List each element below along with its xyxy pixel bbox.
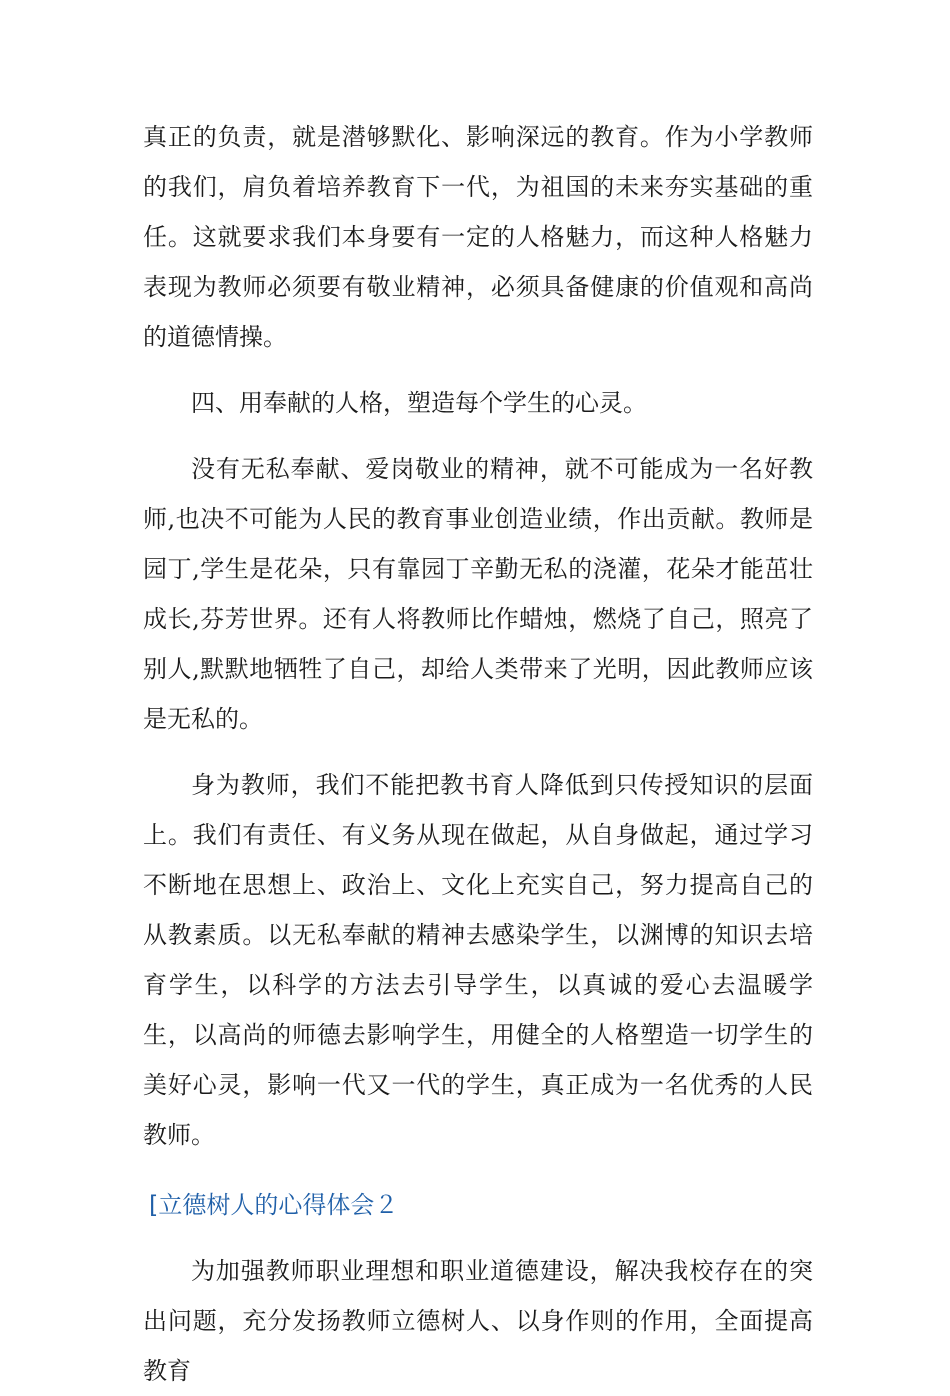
paragraph-dedication: 没有无私奉献、爱岗敬业的精神，就不可能成为一名好教师,也决不可能为人民的教育事业创造业绩，作出贡献。教师是园丁,学生是花朵，只有靠园丁辛勤无私的浇灌，花朵才能茁壮成长,芬芳世界。还有人将教师比作蜡烛，燃烧了自己，照亮了别人,默默地牺牲了自己，却给人类带来了光明，因此教师应该是无私的。 (143, 455, 813, 733)
document-body (143, 112, 813, 1396)
section-item-four: 四、用奉献的人格，塑造每个学生的心灵。 (191, 389, 647, 417)
section-heading: [立德树人的心得体会２ (149, 1191, 399, 1219)
paragraph-responsibility: 真正的负责，就是潜够默化、影响深远的教育。作为小学教师的我们，肩负着培养教育下一代，为祖国的未来夯实基础的重任。这就要求我们本身要有一定的人格魅力，而这种人格魅力表现为教师必须要有敬业精神，必须具备健康的价值观和高尚的道德情操。 (143, 123, 813, 351)
paragraph-intro-2: 为加强教师职业理想和职业道德建设，解决我校存在的突出问题，充分发扬教师立德树人、以身作则的作用，全面提高教育 (143, 1257, 813, 1385)
paragraph-teacher-duty: 身为教师，我们不能把教书育人降低到只传授知识的层面上。我们有责任、有义务从现在做起，从自身做起，通过学习不断地在思想上、政治上、文化上充实自己，努力提高自己的从教素质。以无私奉献的精神去感染学生，以渊博的知识去培育学生，以科学的方法去引导学生，以真诚的爱心去温暖学生，以高尚的师德去影响学生，用健全的人格塑造一切学生的美好心灵，影响一代又一代的学生，真正成为一名优秀的人民教师。 (143, 771, 813, 1149)
